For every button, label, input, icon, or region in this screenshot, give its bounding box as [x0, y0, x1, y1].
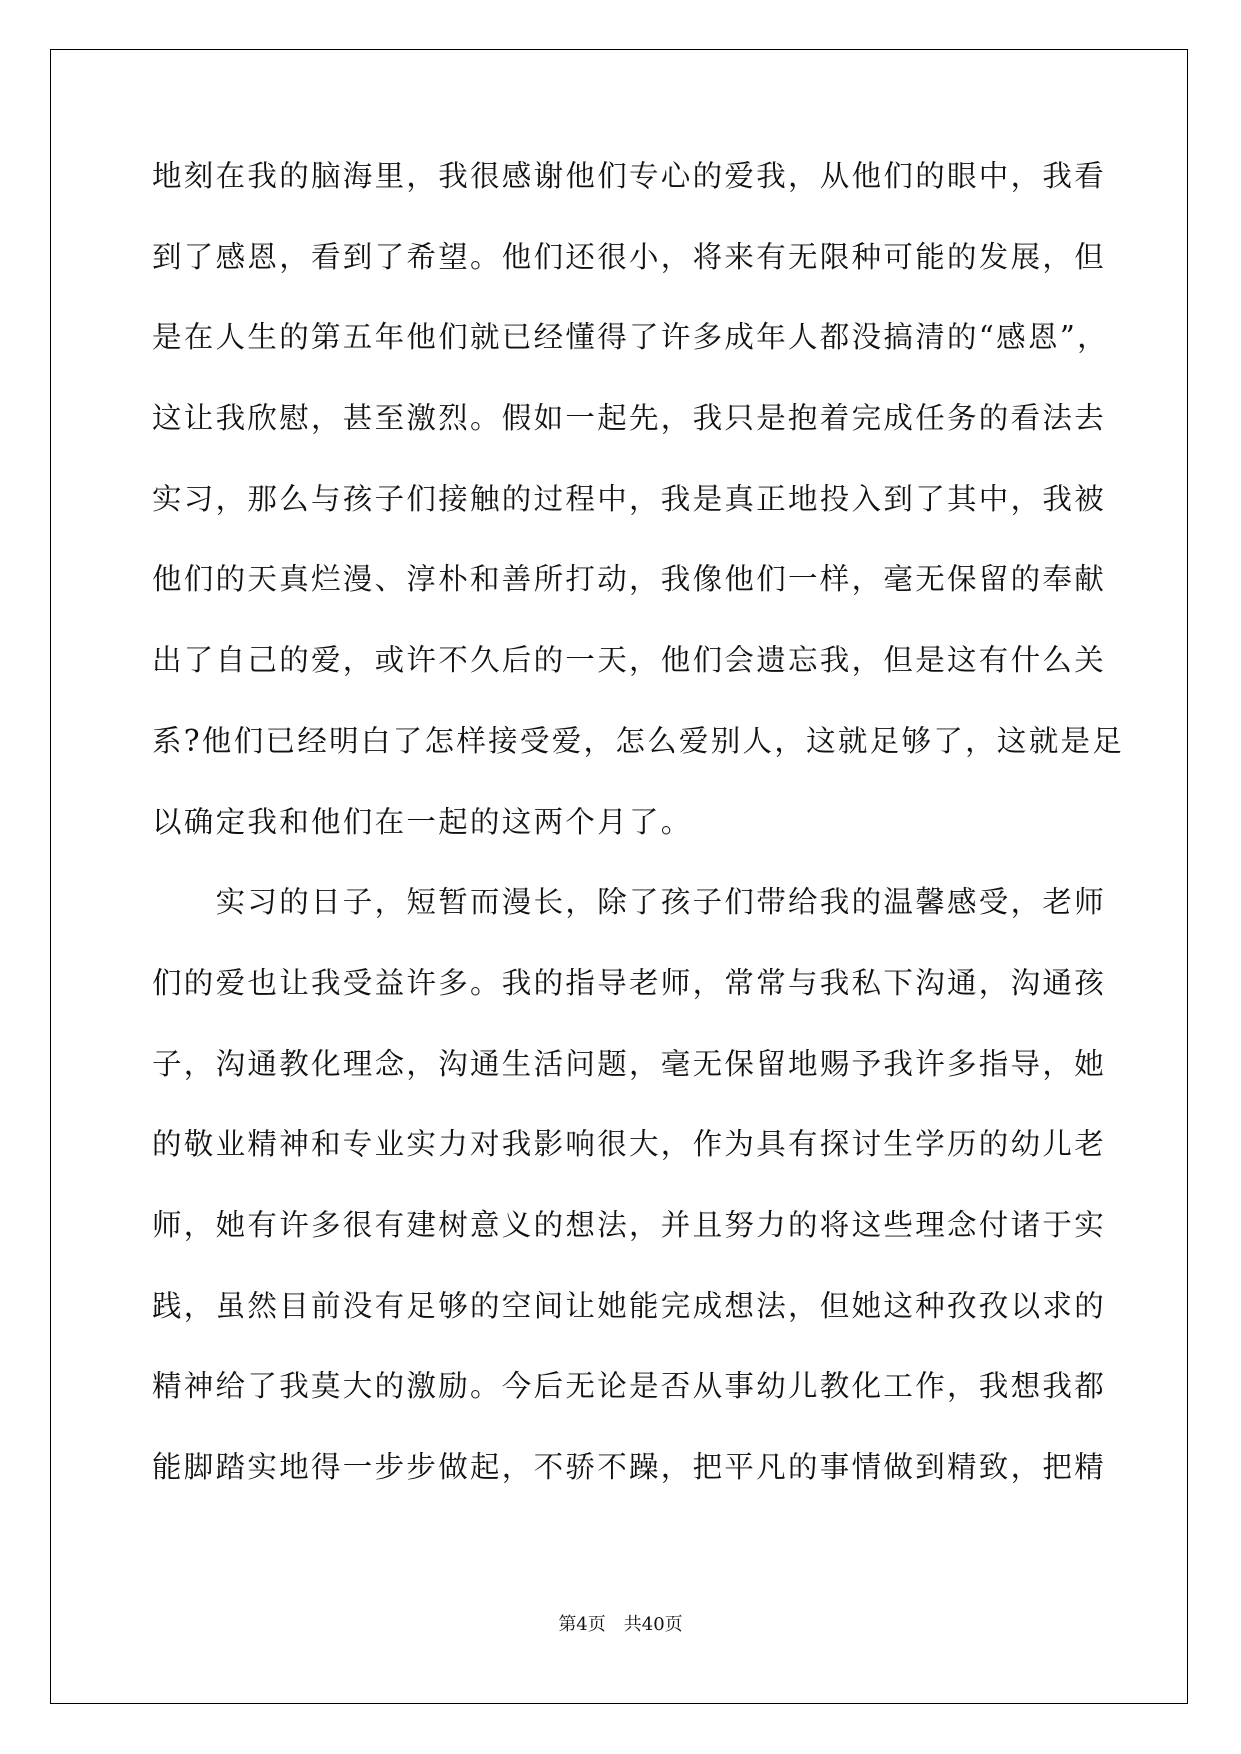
text-line: 以确定我和他们在一起的这两个月了。: [152, 804, 693, 839]
document-body: [152, 156, 1125, 1528]
page-footer: [0, 1610, 1241, 1636]
text-line: 精神给了我莫大的激励。今后无论是否从事幼儿教化工作，我想我都: [152, 1369, 1107, 1404]
text-line: 他们的天真烂漫、淳朴和善所打动，我像他们一样，毫无保留的奉献: [152, 562, 1107, 597]
text-line: 出了自己的爱，或许不久后的一天，他们会遗忘我，但是这有什么关: [152, 643, 1107, 678]
text-line: 这让我欣慰，甚至激烈。假如一起先，我只是抱着完成任务的看法去: [152, 401, 1107, 436]
text-line: 们的爱也让我受益许多。我的指导老师，常常与我私下沟通，沟通孩: [152, 965, 1107, 1000]
text-line: 系?他们已经明白了怎样接受爱，怎么爱别人，这就足够了，这就是足: [152, 723, 1125, 758]
text-line: 地刻在我的脑海里，我很感谢他们专心的爱我，从他们的眼中，我看: [152, 159, 1107, 193]
page-number: 第4页: [558, 1614, 606, 1635]
text-line: 师，她有许多很有建树意义的想法，并且努力的将这些理念付诸于实: [152, 1207, 1107, 1242]
text-line: 能脚踏实地得一步步做起，不骄不躁，把平凡的事情做到精致，把精: [152, 1450, 1107, 1484]
text-line: 子，沟通教化理念，沟通生活问题，毫无保留地赐予我许多指导，她: [152, 1046, 1107, 1081]
text-line: 实习的日子，短暂而漫长，除了孩子们带给我的温馨感受，老师: [152, 885, 1107, 920]
text-line: 践，虽然目前没有足够的空间让她能完成想法，但她这种孜孜以求的: [152, 1288, 1107, 1323]
page-total: 共40页: [623, 1614, 683, 1635]
text-line: 实习，那么与孩子们接触的过程中，我是真正地投入到了其中，我被: [152, 481, 1107, 516]
text-line: 的敬业精神和专业实力对我影响很大，作为具有探讨生学历的幼儿老: [152, 1127, 1107, 1162]
text-line: 到了感恩，看到了希望。他们还很小，将来有无限种可能的发展，但: [152, 239, 1107, 274]
text-line: 是在人生的第五年他们就已经懂得了许多成年人都没搞清的“感恩”，: [152, 320, 1109, 355]
